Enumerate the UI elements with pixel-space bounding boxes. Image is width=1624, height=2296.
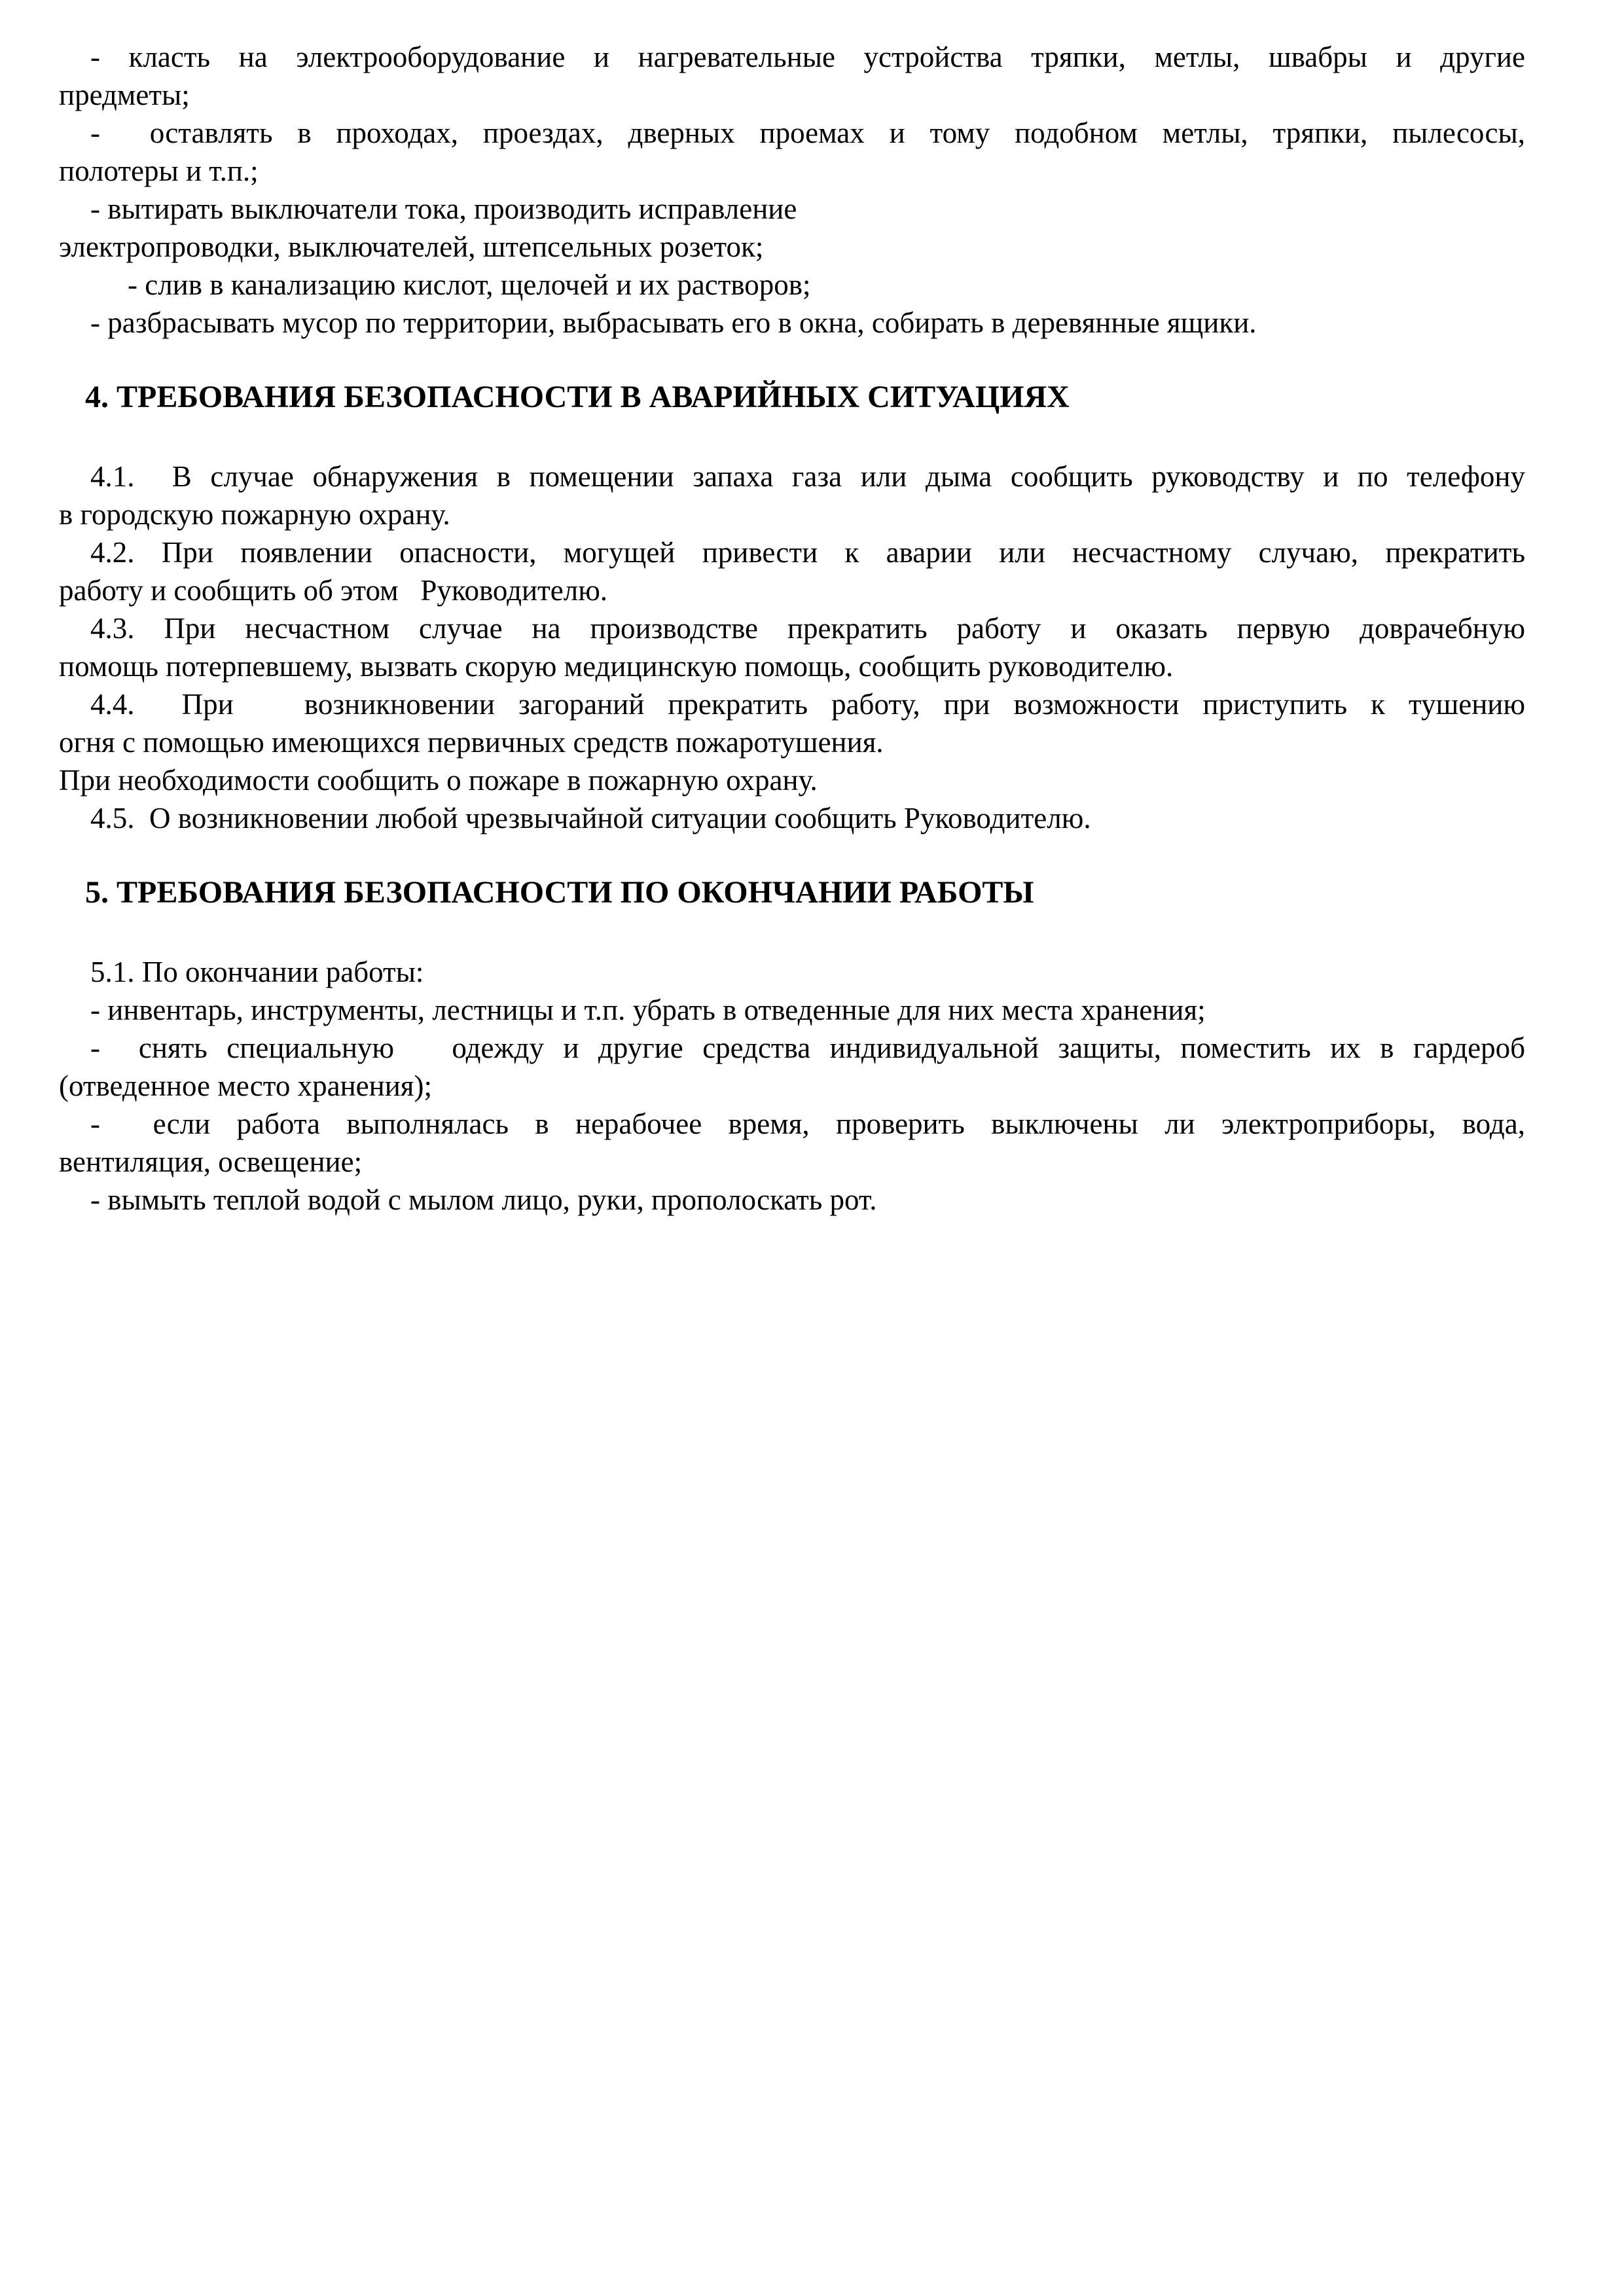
text-line-prohibition-1b: предметы; bbox=[59, 79, 190, 111]
text-line-4-4b: огня с помощью имеющихся первичных средств пожаротушения. bbox=[59, 726, 884, 759]
text-line-4-2a: 4.2. При появлении опасности, могущей привести к аварии или несчастному случаю, прекратить bbox=[90, 536, 1525, 569]
text-line-prohibition-3b: электропроводки, выключателей, штепсельных розеток; bbox=[59, 230, 764, 263]
text-line-4-3b: помощь потерпевшему, вызвать скорую медицинскую помощь, сообщить руководителю. bbox=[59, 650, 1174, 683]
text-line-prohibition-5: - разбрасывать мусор по территории, выбрасывать его в окна, собирать в деревянные ящики. bbox=[90, 306, 1257, 339]
text-line-prohibition-2b: полотеры и т.п.; bbox=[59, 154, 259, 187]
text-line-prohibition-4: - слив в канализацию кислот, щелочей и их растворов; bbox=[128, 268, 811, 301]
text-line-prohibition-1a: - класть на электрооборудование и нагревательные устройства тряпки, метлы, швабры и другие bbox=[90, 41, 1525, 73]
text-line-4-4a: 4.4. При возникновении загораний прекратить работу, при возможности приступить к тушению bbox=[90, 688, 1525, 721]
text-line-5-1: 5.1. По окончании работы: bbox=[90, 956, 424, 988]
text-line-prohibition-3a: - вытирать выключатели тока, производить исправление bbox=[90, 192, 797, 225]
text-line-4-4c: При необходимости сообщить о пожаре в пожарную охрану. bbox=[59, 764, 818, 797]
text-line-5-1d: - если работа выполнялась в нерабочее время, проверить выключены ли электроприборы, вода, bbox=[90, 1107, 1525, 1140]
text-line-5-1c: (отведенное место хранения); bbox=[59, 1069, 432, 1102]
text-line-5-1f: - вымыть теплой водой с мылом лицо, руки, прополоскать рот. bbox=[90, 1183, 877, 1216]
text-line-5-1e: вентиляция, освещение; bbox=[59, 1145, 363, 1178]
text-line-5-1b: - снять специальную одежду и другие средства индивидуальной защиты, поместить их в гардероб bbox=[90, 1031, 1525, 1064]
text-line-4-3a: 4.3. При несчастном случае на производстве прекратить работу и оказать первую доврачебную bbox=[90, 612, 1525, 645]
text-line-prohibition-2a: - оставлять в проходах, проездах, дверных проемах и тому подобном метлы, тряпки, пылесосы, bbox=[90, 117, 1525, 149]
section-4-heading: 4. ТРЕБОВАНИЯ БЕЗОПАСНОСТИ В АВАРИЙНЫХ СИТУАЦИЯХ bbox=[85, 380, 1070, 414]
text-line-4-1b: в городскую пожарную охрану. bbox=[59, 498, 450, 531]
text-line-4-1a: 4.1. В случае обнаружения в помещении запаха газа или дыма сообщить руководству и по телефону bbox=[90, 460, 1525, 493]
text-line-4-2b: работу и сообщить об этом Руководителю. bbox=[59, 574, 608, 607]
text-line-4-5: 4.5. О возникновении любой чрезвычайной ситуации сообщить Руководителю. bbox=[90, 802, 1091, 834]
text-line-5-1a: - инвентарь, инструменты, лестницы и т.п. убрать в отведенные для них места хранения; bbox=[90, 994, 1206, 1026]
section-5-heading: 5. ТРЕБОВАНИЯ БЕЗОПАСНОСТИ ПО ОКОНЧАНИИ РАБОТЫ bbox=[85, 875, 1034, 910]
